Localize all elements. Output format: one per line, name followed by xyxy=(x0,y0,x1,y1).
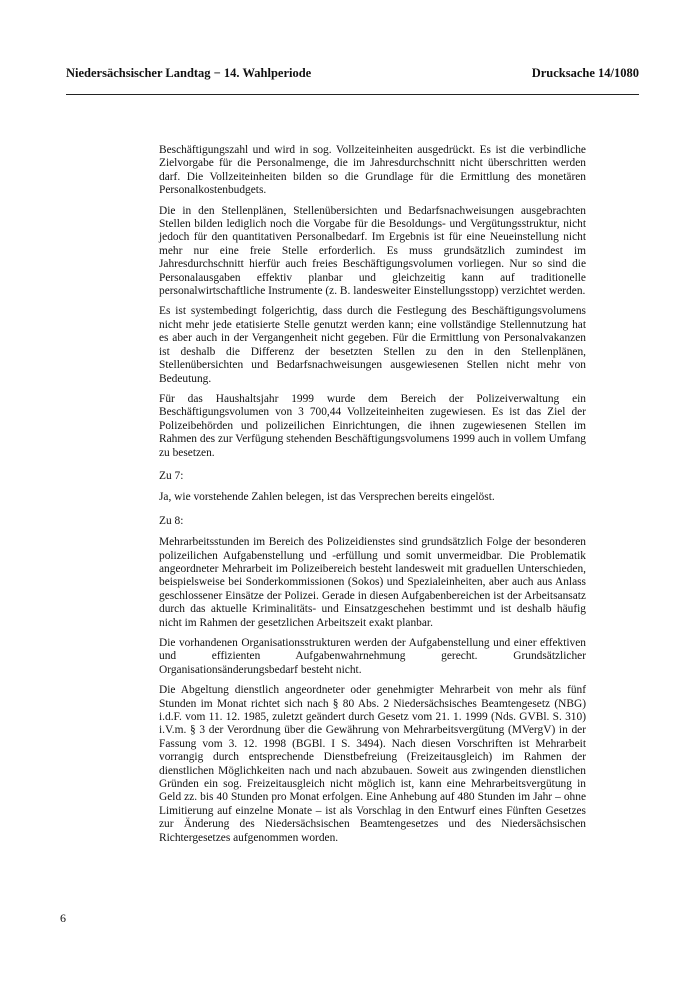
header-title: Niedersächsischer Landtag − 14. Wahlperiode xyxy=(66,66,312,80)
paragraph-personnel-volume: Beschäftigungszahl und wird in sog. Vollzeiteinheiten ausgedrückt. Es ist die verbindliche Zielvorgabe für die Personalmenge, die im Jahresdurchschnitt nicht überschritten werden darf. Die Vollzeiteinheiten bilden so die Grundlage für die Ermittlung des monetären Personalkostenbudgets. xyxy=(159,144,586,197)
paragraph-organisation: Die vorhandenen Organisationsstrukturen werden der Aufgabenstellung und einer effektiven und effizienten Aufgabenwahrnehmung gerecht. Grundsätzlicher Organisationsänderungsbedarf besteht nicht. xyxy=(159,637,586,676)
paragraph-vacancies: Es ist systembedingt folgerichtig, dass durch die Festlegung des Beschäftigungsvolumens nicht mehr jede etatisierte Stelle genutzt werden kann; eine vollständige Stellennutzung hat es aber auch in der Vergangenheit nicht gegeben. Für die Ermittlung von Personalvakanzen ist deshalb die Differenz der besetzten Stellen zu den in den Stellenplänen, Stellenübersichten und Bedarfsnachweisungen ausgewiesenen Stellen nicht mehr von Bedeutung. xyxy=(159,305,586,385)
page-number: 6 xyxy=(60,911,66,925)
header-document-number: Drucksache 14/1080 xyxy=(531,66,639,80)
paragraph-positions: Die in den Stellenplänen, Stellenübersichten und Bedarfsnachweisungen ausgebrachten Stellen bilden lediglich noch die Vorgabe für die Besoldungs- und Vergütungsstruktur, nicht jedoch für den quantitativen Personalbedarf. Im Ergebnis ist für eine Neueinstellung nicht mehr nur eine freie Stelle erforderlich. Es muss grundsätzlich zumindest im Jahresdurchschnitt hierfür auch freies Beschäftigungsvolumen vorliegen. Nur so sind die Personalausgaben effektiv planbar und gleichzeitig kann auf traditionelle personalwirtschaftliche Instrumente (z. B. landesweiter Einstellungsstopp) verzichtet werden. xyxy=(159,204,586,298)
paragraph-compensation: Die Abgeltung dienstlich angeordneter oder genehmigter Mehrarbeit von mehr als fünf Stunden im Monat richtet sich nach § 80 Abs. 2 Niedersächsisches Beamtengesetz (NBG) i.d.F. vom 11. 12. 1985, zuletzt geändert durch Gesetz vom 21. 1. 1999 (Nds. GVBl. S. 310) i.V.m. § 3 der Verordnung über die Gewährung von Mehrarbeitsvergütung (MVergV) in der Fassung vom 3. 12. 1998 (BGBl. I S. 3494). Nach diesen Vorschriften ist Mehrarbeit vorrangig durch entsprechende Dienstbefreiung (Freizeitausgleich) im Rahmen der dienstlichen Möglichkeiten nach und nach abzubauen. Soweit aus zwingenden dienstlichen Gründen ein sog. Freizeitausgleich nicht möglich ist, kann eine Mehrarbeitsvergütung in Geld zz. bis 40 Stunden pro Monat erfolgen. Eine Anhebung auf 480 Stunden im Jahr – ohne Limitierung auf einzelne Monate – ist als Vorschlag in den Entwurf eines Fünften Gesetzes zur Änderung des Niedersächsischen Beamtengesetzes und des Niedersächsischen Richtergesetzes aufgenommen worden. xyxy=(159,684,586,844)
section-heading-7: Zu 7: xyxy=(159,469,184,482)
paragraph-overtime: Mehrarbeitsstunden im Bereich des Polizeidienstes sind grundsätzlich Folge der besonderen polizeilichen Aufgabenstellung und -erfüllung und somit unvermeidbar. Die Problematik angeordneter Mehrarbeit im Polizeibereich besteht landesweit mit graduellen Unterschieden, beispielsweise bei Sonderkommissionen (Sokos) und Spezialeinheiten, aber auch aus Anlass geschlossener Einsätze der Polizei. Gerade in diesen Aufgabenbereichen ist der Arbeitsansatz durch das aktuelle Kriminalitäts- und Einsatzgeschehen bestimmt und ist deshalb häufig nicht im Rahmen der gesetzlichen Arbeitszeit exakt planbar. xyxy=(159,536,586,629)
header-rule xyxy=(66,94,639,95)
page-header xyxy=(66,66,639,82)
paragraph-budget-1999: Für das Haushaltsjahr 1999 wurde dem Bereich der Polizeiverwaltung ein Beschäftigungsvolumen von 3 700,44 Vollzeiteinheiten zugewiesen. Es ist das Ziel der Polizeibehörden und polizeilichen Einrichtungen, die ihnen zugewiesenen Stellen im Rahmen des zur Verfügung stehenden Beschäftigungsvolumens 1999 auch in vollem Umfang zu besetzen. xyxy=(159,392,586,459)
section-heading-8: Zu 8: xyxy=(159,514,184,527)
paragraph-answer-7: Ja, wie vorstehende Zahlen belegen, ist das Versprechen bereits eingelöst. xyxy=(159,491,495,504)
document-body xyxy=(159,144,586,852)
